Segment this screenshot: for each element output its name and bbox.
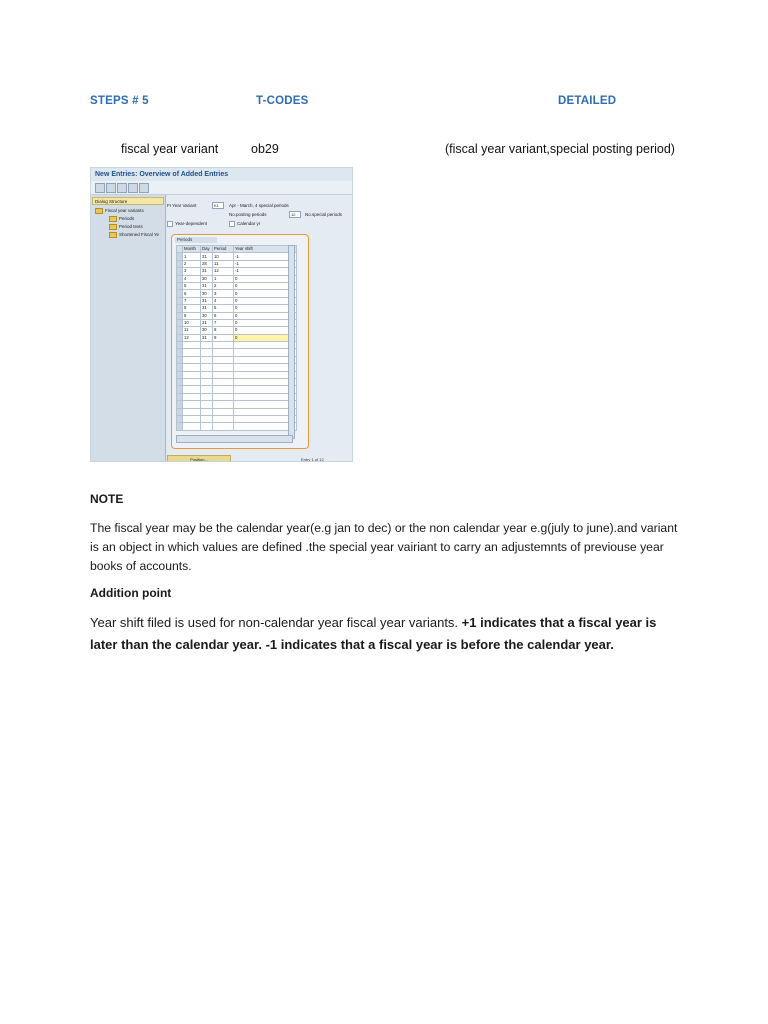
year-shift-cell[interactable]: -1 [234,268,297,275]
period-cell[interactable] [213,364,234,371]
day-cell[interactable] [201,364,213,371]
day-cell[interactable]: 31 [201,268,213,275]
dialog-structure-panel [91,195,166,461]
addition-text: Year shift filed is used for non-calendar year fiscal year variants. [90,615,462,630]
day-cell[interactable]: 31 [201,305,213,312]
sap-screen-title: New Entries: Overview of Added Entries [95,171,229,178]
table-row[interactable] [177,415,297,422]
toolbar-button-icon[interactable] [106,183,116,193]
month-cell[interactable]: 10 [183,319,201,326]
table-row[interactable] [177,319,297,326]
day-cell[interactable] [201,386,213,393]
day-cell[interactable]: 28 [201,260,213,267]
month-cell[interactable]: 1 [183,253,201,260]
table-row[interactable] [177,297,297,304]
period-cell[interactable] [213,393,234,400]
year-shift-cell[interactable]: 0 [234,282,297,289]
table-row[interactable] [177,364,297,371]
special-periods-label: No.special periods [305,212,343,217]
year-shift-cell[interactable]: 0 [234,327,297,334]
month-cell[interactable] [183,386,201,393]
note-paragraph: The fiscal year may be the calendar year(e.g jan to dec) or the non calendar year e.g(july to june).and variant is an object in which values are defined .the special year vairiant to carry an adjustemnts of previouse year books of accounts. [90,521,678,573]
checkbox-icon [167,221,173,227]
periods-table [176,245,297,431]
period-cell[interactable] [213,423,234,430]
month-cell[interactable]: 5 [183,282,201,289]
period-cell[interactable]: 12 [213,268,234,275]
month-cell[interactable] [183,364,201,371]
day-cell[interactable]: 30 [201,327,213,334]
table-row[interactable] [177,342,297,349]
calendar-year-checkbox[interactable]: Calendar yr [229,221,260,227]
month-cell[interactable] [183,408,201,415]
folder-icon [109,232,117,238]
periods-table-body [177,253,297,430]
period-cell[interactable]: 2 [213,282,234,289]
year-shift-cell[interactable]: 0 [234,312,297,319]
step-name: fiscal year variant [121,142,219,156]
addition-heading: Addition point [90,586,172,600]
day-cell[interactable] [201,423,213,430]
sap-screenshot [90,167,353,462]
year-shift-cell[interactable]: 0 [234,297,297,304]
period-cell[interactable]: 3 [213,290,234,297]
sap-toolbar [91,181,352,195]
table-row[interactable] [177,334,297,341]
month-cell[interactable] [183,393,201,400]
detailed-header: DETAILED [558,95,617,107]
day-cell[interactable]: 31 [201,334,213,341]
period-cell[interactable]: 7 [213,319,234,326]
day-cell[interactable] [201,393,213,400]
folder-icon [109,216,117,222]
day-cell[interactable] [201,356,213,363]
nav-item-fiscal-year-variants[interactable]: Fiscal year variants [95,208,144,214]
table-row[interactable] [177,305,297,312]
table-row[interactable] [177,327,297,334]
period-cell[interactable]: 10 [213,253,234,260]
day-cell[interactable]: 31 [201,253,213,260]
table-row[interactable] [177,253,297,260]
addition-bold-text: +1 indicates that a fiscal year is later than the calendar year. -1 indicates that a fiscal year is before the calendar year. [90,615,657,652]
toolbar-button-icon[interactable] [128,183,138,193]
period-cell[interactable]: 6 [213,312,234,319]
fy-variant-field[interactable]: K1 [212,202,224,209]
period-cell[interactable] [213,401,234,408]
fy-variant-description: Apr - March, 4 special periods [229,203,289,208]
steps-header: STEPS # 5 [90,95,149,107]
table-row[interactable] [177,401,297,408]
table-row[interactable] [177,356,297,363]
table-row[interactable] [177,260,297,267]
day-cell[interactable] [201,401,213,408]
period-cell[interactable]: 8 [213,327,234,334]
toolbar-button-icon[interactable] [117,183,127,193]
column-header-day: Day [201,246,213,253]
day-cell[interactable] [201,349,213,356]
month-cell[interactable] [183,415,201,422]
month-cell[interactable]: 9 [183,312,201,319]
period-cell[interactable] [213,371,234,378]
table-row[interactable] [177,312,297,319]
note-heading: NOTE [90,492,124,506]
day-cell[interactable] [201,379,213,386]
table-row[interactable] [177,349,297,356]
year-shift-cell[interactable]: -1 [234,260,297,267]
periods-group-title: Periods [175,237,217,243]
dialog-structure-header: Dialog Structure [92,197,164,205]
period-cell[interactable] [213,386,234,393]
posting-periods-label: No.posting periods [229,212,267,217]
checkbox-icon [229,221,235,227]
column-header-month: Month [183,246,201,253]
tcodes-header: T-CODES [256,95,309,107]
folder-icon [95,208,103,214]
period-cell[interactable]: 5 [213,305,234,312]
day-cell[interactable] [201,408,213,415]
year-shift-cell[interactable]: 0 [234,305,297,312]
year-shift-cell[interactable]: 0 [234,334,297,341]
periods-group [171,234,309,449]
nav-item-period-texts[interactable]: Period texts [109,224,143,230]
toolbar-button-icon[interactable] [95,183,105,193]
month-cell[interactable] [183,349,201,356]
period-cell[interactable] [213,415,234,422]
month-cell[interactable]: 4 [183,275,201,282]
column-header-year-shift: Year shift [234,246,297,253]
day-cell[interactable] [201,371,213,378]
day-cell[interactable]: 31 [201,282,213,289]
folder-icon [109,224,117,230]
year-shift-cell[interactable]: -1 [234,253,297,260]
horizontal-scrollbar[interactable] [176,435,293,443]
period-cell[interactable]: 11 [213,260,234,267]
period-cell[interactable] [213,349,234,356]
period-cell[interactable] [213,379,234,386]
month-cell[interactable]: 6 [183,290,201,297]
year-shift-cell[interactable]: 0 [234,319,297,326]
month-cell[interactable] [183,356,201,363]
position-button[interactable]: Position... [167,455,231,462]
year-dependent-checkbox[interactable]: Year-dependent [167,221,207,227]
year-shift-cell[interactable]: 0 [234,275,297,282]
month-cell[interactable]: 7 [183,297,201,304]
month-cell[interactable]: 8 [183,305,201,312]
period-cell[interactable] [213,356,234,363]
month-cell[interactable] [183,379,201,386]
period-cell[interactable] [213,342,234,349]
day-cell[interactable]: 30 [201,275,213,282]
year-shift-cell[interactable]: 0 [234,290,297,297]
day-cell[interactable]: 30 [201,312,213,319]
period-cell[interactable] [213,408,234,415]
month-cell[interactable] [183,401,201,408]
posting-periods-field[interactable]: 12 [289,211,301,218]
tcode-value: ob29 [251,142,279,156]
month-cell[interactable]: 2 [183,260,201,267]
step-detail: (fiscal year variant,special posting period) [445,142,675,156]
table-row[interactable] [177,408,297,415]
day-cell[interactable] [201,342,213,349]
table-row[interactable] [177,386,297,393]
vertical-scrollbar[interactable] [288,245,295,439]
column-header-period: Period [213,246,234,253]
addition-paragraph [90,612,680,656]
month-cell[interactable] [183,371,201,378]
table-row[interactable] [177,268,297,275]
period-cell[interactable]: 9 [213,334,234,341]
table-row[interactable] [177,290,297,297]
month-cell[interactable] [183,342,201,349]
nav-item-shortened-fiscal-year[interactable]: Shortened Fiscal Ye [109,232,159,238]
nav-item-periods[interactable]: Periods [109,216,134,222]
table-row[interactable] [177,371,297,378]
day-cell[interactable]: 30 [201,290,213,297]
table-row[interactable] [177,423,297,430]
entry-count: Entry 1 of 12 [301,457,324,462]
period-cell[interactable]: 1 [213,275,234,282]
day-cell[interactable]: 31 [201,297,213,304]
table-row[interactable] [177,275,297,282]
month-cell[interactable]: 12 [183,334,201,341]
table-row[interactable] [177,282,297,289]
month-cell[interactable]: 3 [183,268,201,275]
month-cell[interactable]: 11 [183,327,201,334]
toolbar-button-icon[interactable] [139,183,149,193]
fy-variant-label: FI Year Variant [167,203,197,208]
day-cell[interactable] [201,415,213,422]
period-cell[interactable]: 4 [213,297,234,304]
table-row[interactable] [177,393,297,400]
table-row[interactable] [177,379,297,386]
day-cell[interactable]: 31 [201,319,213,326]
month-cell[interactable] [183,423,201,430]
